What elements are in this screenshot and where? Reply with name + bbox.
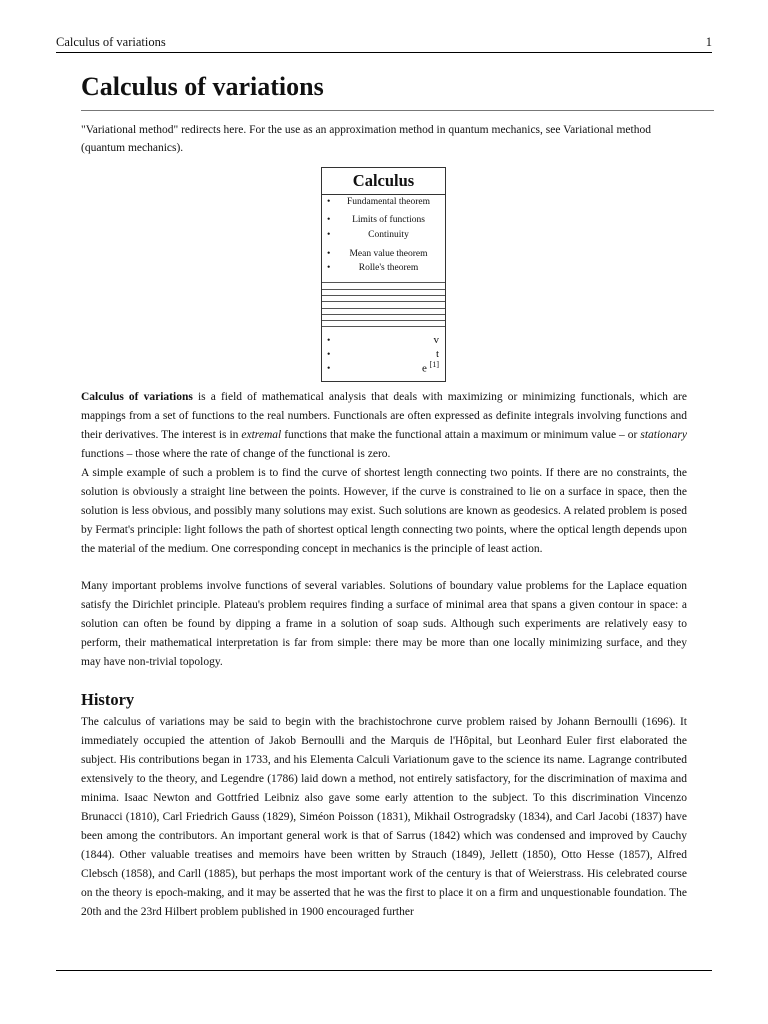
title-rule — [81, 110, 714, 111]
bullet: • — [327, 263, 331, 273]
infobox-divider — [322, 282, 445, 283]
edit-link[interactable] — [422, 360, 439, 375]
term-extremal: extremal — [241, 429, 282, 441]
infobox-divider — [322, 301, 445, 302]
hatnote: "Variational method" redirects here. For the use as an approximation method in quantum mechanics, see Variational method (quantum mechanics). — [81, 124, 651, 154]
page-title: Calculus of variations — [81, 72, 324, 101]
infobox-item[interactable] — [322, 197, 445, 210]
bullet: • — [327, 215, 331, 225]
page-number: 1 — [705, 35, 712, 49]
term-bold: Calculus of variations — [81, 391, 193, 403]
infobox-item-label[interactable]: Fundamental theorem — [346, 197, 431, 207]
calculus-infobox — [321, 167, 446, 382]
infobox-divider — [322, 326, 445, 327]
infobox-item[interactable] — [322, 215, 445, 228]
edit-link-label[interactable]: e — [422, 362, 427, 375]
term-stationary: stationary — [640, 429, 687, 441]
infobox-divider — [322, 314, 445, 315]
bullet: • — [327, 364, 331, 374]
running-header-title: Calculus of variations — [56, 35, 166, 49]
talk-link[interactable]: t — [435, 348, 439, 360]
paragraph-several-variables: Many important problems involve functions of several variables. Solutions of boundary value problems for the Laplace equation satisfy the Dirichlet principle. Plateau's problem requires finding a surface of minimal area that spans a given contour in space: a solution can often be found by dipping a frame in a solution of soap suds. Although such experiments are relatively easy to perform, their mathematical interpretation is far from simple: there may be more than one locally minimizing surface, and they may have non-trivial topology. — [81, 580, 687, 668]
infobox-item-label[interactable]: Continuity — [368, 230, 409, 240]
navbox-item[interactable] — [322, 360, 445, 377]
section-heading-history: History — [81, 690, 135, 709]
paragraph-text: is a field of mathematical analysis that deals with maximizing or minimizing functionals, which are mappings from a set of functions to the real numbers. Functionals are often expressed as definite integrals involving functions and their derivatives. The interest is in — [81, 391, 687, 441]
infobox-title-rule — [322, 194, 445, 195]
navbox-item[interactable] — [322, 336, 445, 349]
infobox-item-label[interactable]: Limits of functions — [352, 215, 425, 225]
infobox-item-label[interactable]: Rolle's theorem — [358, 263, 419, 273]
infobox-divider — [322, 289, 445, 290]
paragraph-definition — [81, 388, 687, 464]
infobox-item[interactable] — [322, 230, 445, 243]
paragraph-text: functions – those where the rate of change of the functional is zero. — [81, 448, 391, 460]
bullet: • — [327, 197, 331, 207]
paragraph-text: functions that make the functional attain a maximum or minimum value – or — [281, 429, 641, 441]
infobox-title: Calculus — [352, 171, 415, 190]
infobox-item-label[interactable]: Mean value theorem — [349, 249, 428, 259]
reference-marker[interactable]: [1] — [429, 360, 439, 369]
infobox-item[interactable] — [322, 249, 445, 262]
header-rule — [56, 52, 712, 53]
paragraph-history: The calculus of variations may be said to begin with the brachistochrone curve problem raised by Johann Bernoulli (1696). It immediately occupied the attention of Jakob Bernoulli and the Marquis de l'Hôpital, but Leonhard Euler first elaborated the subject. His contributions began in 1733, and his Elementa Calculi Variationum gave to the science its name. Lagrange contributed extensively to the theory, and Legendre (1786) laid down a method, not entirely satisfactory, for the discrimination of maxima and minima. Isaac Newton and Gottfried Leibniz also gave some early attention to the subject. To this discrimination Vincenzo Brunacci (1810), Carl Friedrich Gauss (1829), Siméon Poisson (1831), Mikhail Ostrogradsky (1834), and Carl Jacobi (1837) have been among the contributors. An important general work is that of Sarrus (1842) which was condensed and improved by Cauchy (1844). Other valuable treatises and memoirs have been written by Strauch (1849), Jellett (1850), Otto Hesse (1857), Alfred Clebsch (1858), and Carll (1885), but perhaps the most important work of the century is that of Weierstrass. His celebrated course on the theory is epoch-making, and it may be asserted that he was the first to place it on a firm and unquestionable foundation. The 20th and the 23rd Hilbert problem published in 1900 encouraged further — [81, 716, 687, 918]
paragraph-example: A simple example of such a problem is to find the curve of shortest length connecting two points. If there are no constraints, the solution is obviously a straight line between the points. However, if the curve is constrained to lie on a surface in space, then the solution is less obvious, and possibly many solutions may exist. Such solutions are known as geodesics. A related problem is posed by Fermat's principle: light follows the path of shortest optical length connecting two points, where the optical length depends upon the material of the medium. One corresponding concept in mechanics is the principle of least action. — [81, 467, 687, 555]
bullet: • — [327, 249, 331, 259]
footer-rule — [56, 970, 712, 971]
bullet: • — [327, 336, 331, 346]
bullet: • — [327, 350, 331, 360]
infobox-divider — [322, 320, 445, 321]
bullet: • — [327, 230, 331, 240]
infobox-item[interactable] — [322, 263, 445, 276]
view-link[interactable]: v — [433, 334, 439, 346]
infobox-divider — [322, 308, 445, 309]
infobox-divider — [322, 295, 445, 296]
